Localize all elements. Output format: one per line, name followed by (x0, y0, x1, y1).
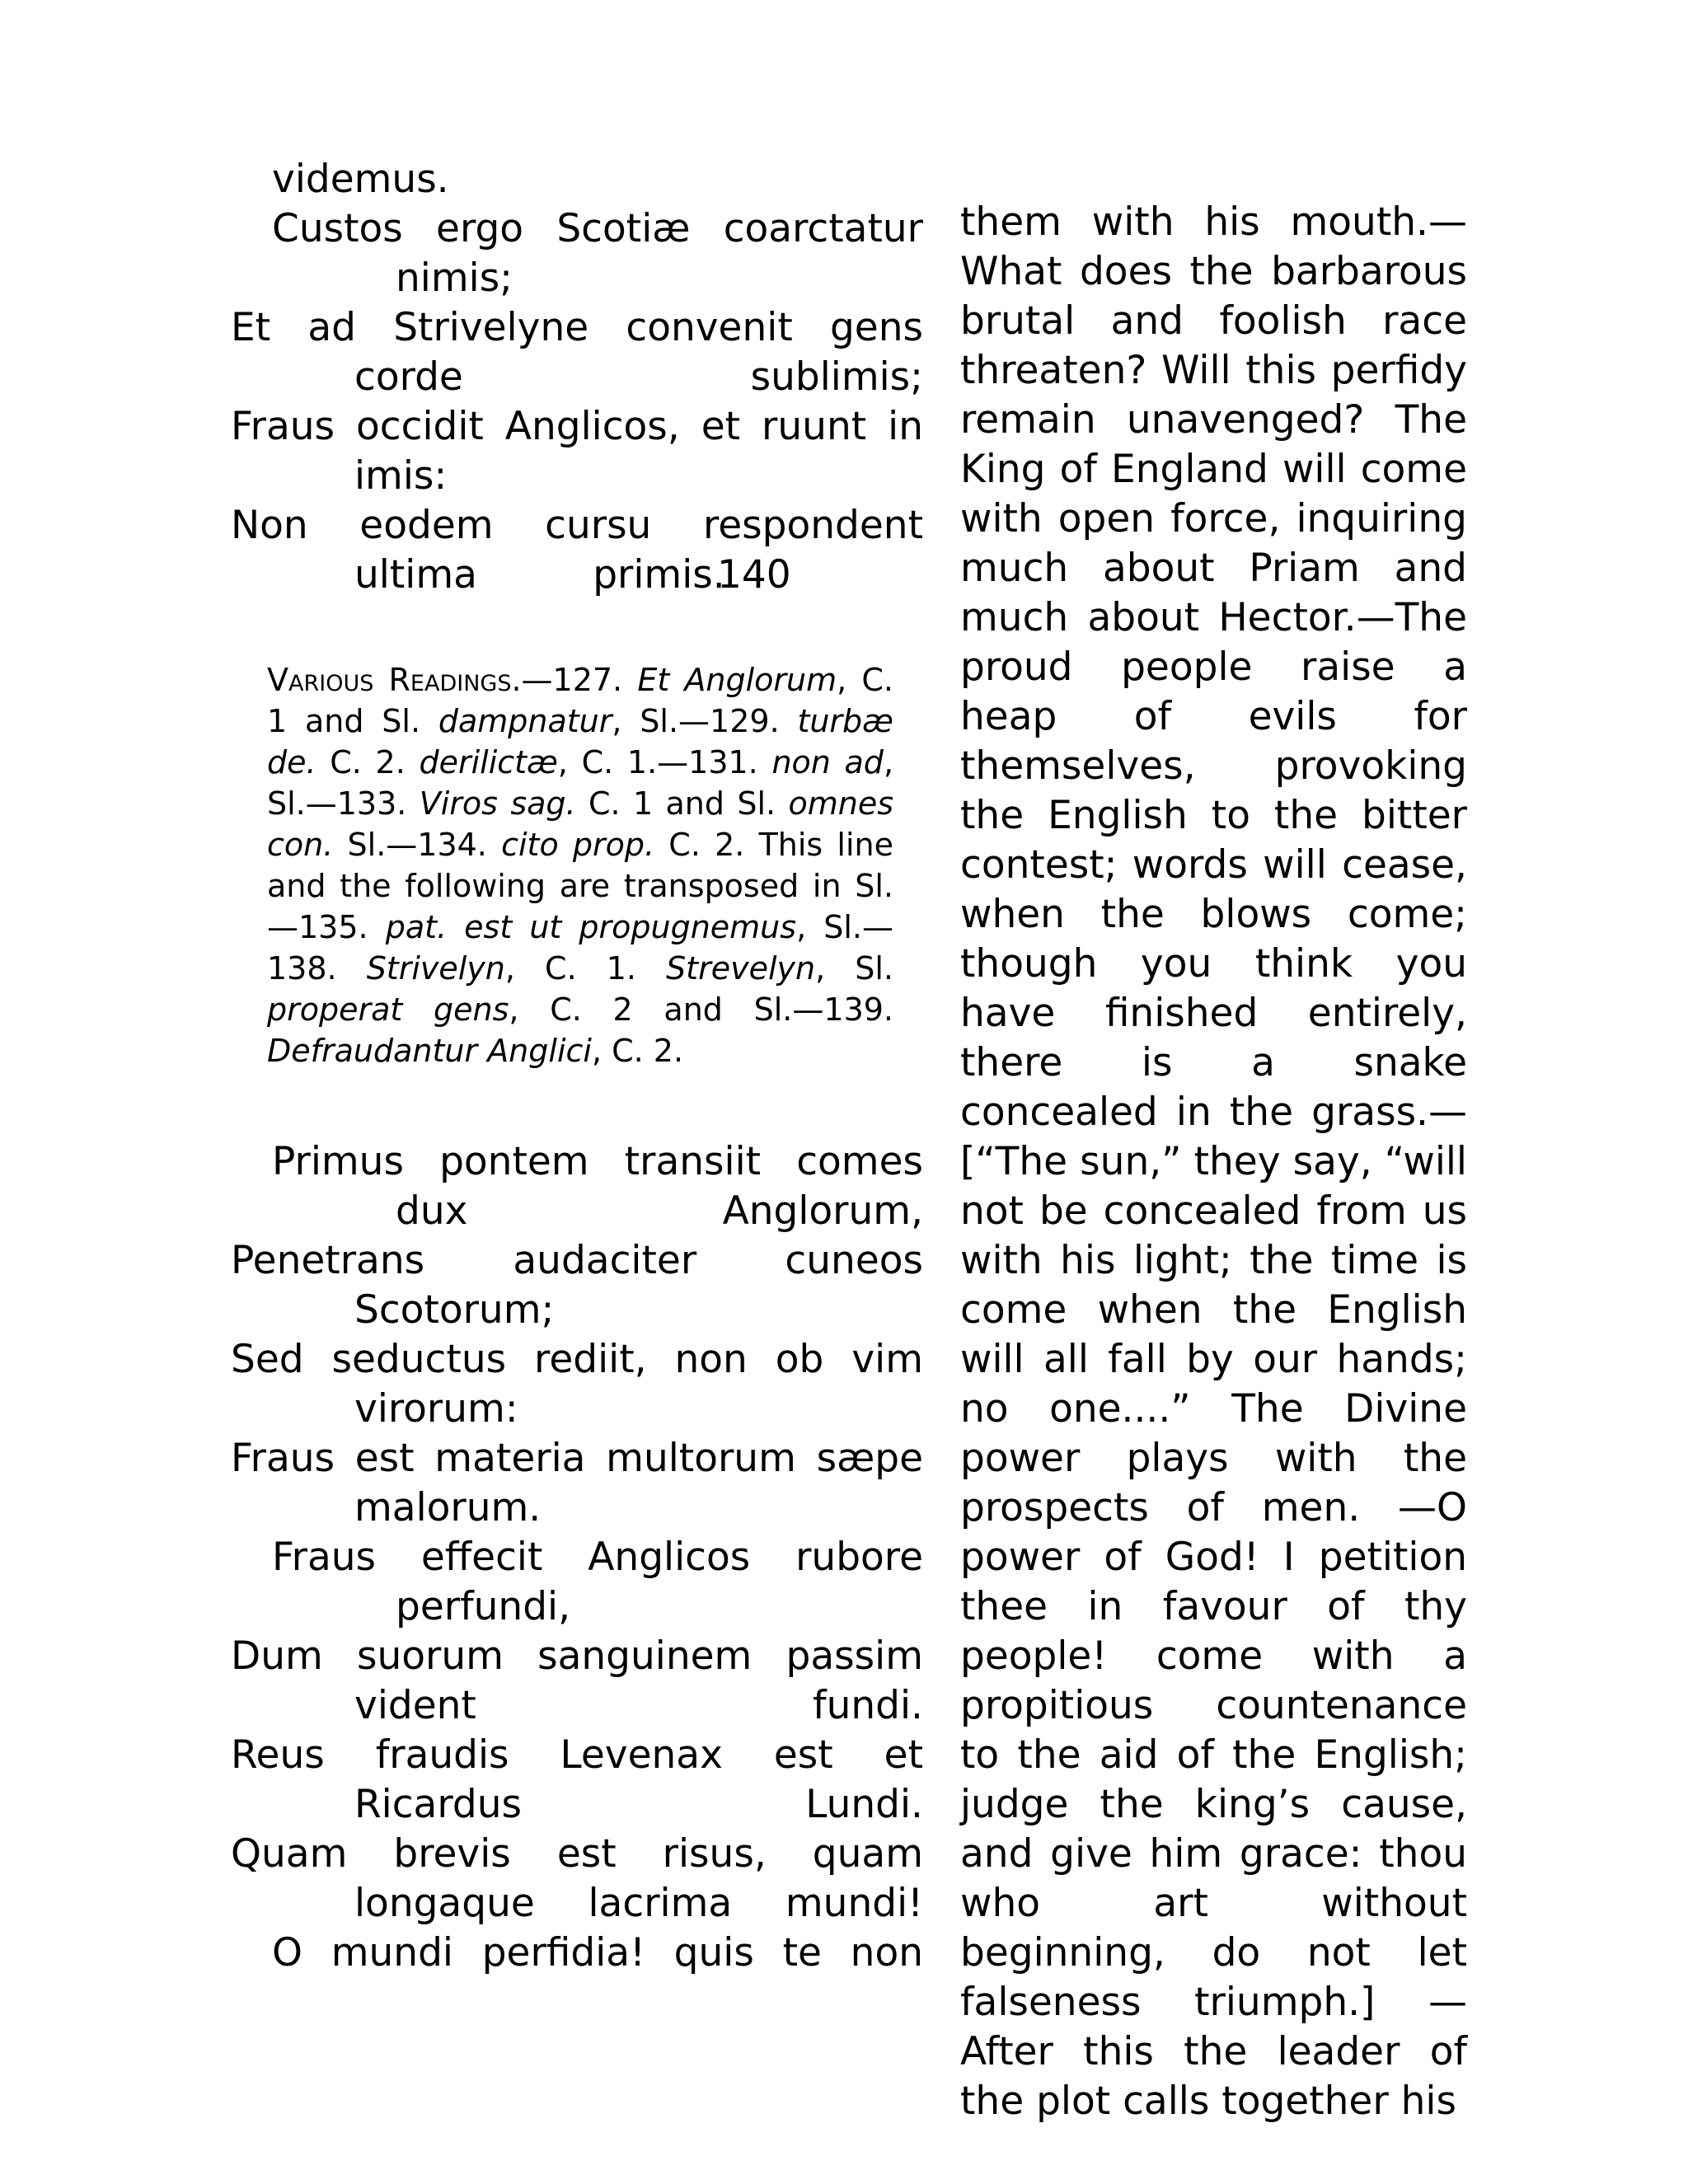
latin-verse-bottom (231, 1137, 923, 1978)
various-readings-label: Various Readings. (267, 662, 522, 698)
latin-column (231, 157, 923, 1975)
verse-line-text: Fraus effecit Anglicos rubore perfundi, (272, 1535, 923, 1629)
verse-line-text: Custos ergo Scotiæ coarctatur nimis; (272, 206, 923, 301)
verse-line-text: Fraus occidit Anglicos, et ruunt in imis: (231, 404, 923, 499)
verse-line-text: Fraus est materia multorum sæpe malorum. (231, 1436, 923, 1530)
verse-line-text: Sed seductus rediit, non ob vim virorum: (231, 1337, 923, 1432)
verse-line-text: Et ad Strivelyne convenit gens corde sublimis; (231, 305, 923, 400)
note-text: C. 2. This line and the following are transposed in Sl.—135. (267, 827, 893, 945)
verse-line-text: Non eodem cursu respondent ultima primis. (231, 503, 923, 598)
verse-line-text: Primus pontem transiit comes dux Anglorum, (272, 1139, 923, 1234)
note-text: , C. 1. (504, 950, 667, 987)
note-italic-text: Viros sag. (419, 785, 576, 822)
note-italic-text: non ad (771, 744, 884, 780)
latin-verse-top (231, 155, 923, 600)
note-italic-text: dampnatur (438, 703, 612, 739)
note-text: , Sl. (815, 950, 894, 987)
line-number: 140 (717, 552, 791, 598)
verse-line-text: O mundi perfidia! quis te non (272, 1930, 923, 1975)
note-text: , C. 2. (591, 1033, 684, 1069)
various-readings-body (267, 662, 893, 1069)
verse-line (231, 1731, 923, 1830)
note-text: , Sl.—129. (612, 703, 798, 739)
verse-line (231, 501, 923, 600)
note-italic-text: Strevelyn (666, 950, 816, 987)
note-text: —127. (521, 662, 638, 698)
note-text: , C. 1 and Sl. (267, 662, 893, 739)
note-italic-text: omnes con. (267, 785, 893, 863)
verse-line (231, 1830, 923, 1929)
verse-line (231, 1137, 923, 1236)
verse-line (231, 1236, 923, 1335)
verse-line (231, 1929, 923, 1978)
note-text: , C. 2 and Sl.—139. (509, 991, 893, 1028)
note-text: , Sl.—138. (267, 909, 893, 987)
verse-line-text: Quam brevis est risus, quam longaque lacrima mundi! (231, 1831, 923, 1926)
translation-text: them with his mouth.—What does the barbarous brutal and foolish race threaten? Will this perfidy remain unavenged? The King of England will come with open force, inquiring much about Priam and much about Hector.—The proud people raise a heap of evils for themselves, provoking the English to the bitter contest; words will cease, when the blows come; though you think you have finished entirely, there is a snake concealed in the grass.—[“The sun,” they say, “will not be concealed from us with his light; the time is come when the English will all fall by our hands; no one....” The Divine power plays with the prospects of men. —O power of God! I petition thee in favour of thy people! come with a propitious countenance to the aid of the English; judge the king’s cause, and give him grace: thou who art without beginning, do not let falseness triumph.] —After this the leader of the plot calls together his (960, 199, 1467, 2124)
verse-line-cut: videmus. (272, 157, 449, 202)
verse-line (231, 402, 923, 501)
note-text: , Sl.—133. (267, 744, 894, 822)
note-italic-text: Strivelyn (366, 950, 505, 987)
translation-column (960, 181, 1467, 2124)
verse-line (231, 1335, 923, 1434)
note-text: C. 2. (316, 744, 420, 780)
note-italic-text: cito prop. (501, 827, 655, 863)
note-text: Sl.—134. (333, 827, 502, 863)
verse-line (231, 1533, 923, 1632)
verse-line-text: Reus fraudis Levenax est et Ricardus Lundi. (231, 1732, 923, 1827)
note-italic-text: Et Anglorum (637, 662, 837, 698)
verse-line (231, 1434, 923, 1533)
note-italic-text: turbæ de. (267, 703, 893, 780)
note-italic-text: properat gens (267, 991, 509, 1028)
verse-line-text: Dum suorum sanguinem passim vident fundi. (231, 1633, 923, 1728)
various-readings-note (267, 659, 893, 1071)
note-italic-text: pat. est ut propugnemus (385, 909, 797, 945)
note-text: , C. 1.—131. (557, 744, 772, 780)
verse-line (231, 1632, 923, 1731)
verse-line (231, 204, 923, 303)
note-text: C. 1 and Sl. (575, 785, 789, 822)
note-italic-text: derilictæ (419, 744, 558, 780)
note-italic-text: Defraudantur Anglici (267, 1033, 592, 1069)
verse-line-text: Penetrans audaciter cuneos Scotorum; (231, 1238, 923, 1333)
verse-line (231, 303, 923, 402)
